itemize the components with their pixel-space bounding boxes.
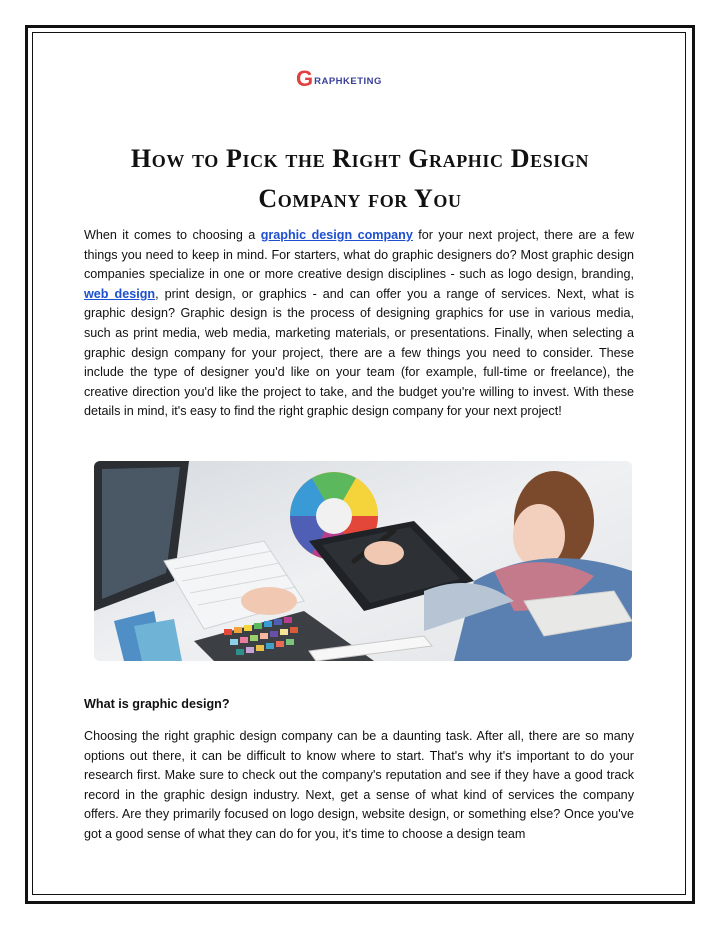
- title-line-1: How to Pick the Right Graphic Design: [130, 144, 590, 173]
- web-design-link[interactable]: web design: [84, 286, 156, 301]
- body-paragraph: Choosing the right graphic design company can be a daunting task. After all, there are so many options out there, it can be difficult to know where to start. That's why it's important to do your research first. Make sure to check out the company's reputation and see if they have a good track record in the graphic design industry. Next, get a sense of what kind of services the company offers. Are they primarily focused on logo design, website design, or something else? Once you've got a good sense of what they can do for you, it's time to choose a design team: [84, 729, 634, 841]
- intro-text-b: for your next project, there are a few things you need to keep in mind. For starters, what do graphic designers do? Most graphic design companies specialize in one or more creative design disciplines - such as logo design, branding,: [84, 228, 634, 282]
- logo-wordmark: RAPHKETING: [314, 75, 382, 87]
- intro-paragraph: [84, 226, 634, 422]
- designer-workspace-photo: [94, 461, 632, 661]
- brand-logo: [296, 68, 382, 90]
- logo-mark: G: [296, 66, 314, 91]
- intro-text-a: When it comes to choosing a: [84, 228, 261, 242]
- article-title: [70, 139, 650, 219]
- title-line-2: Company for You: [258, 184, 462, 213]
- section-heading: What is graphic design?: [84, 697, 230, 711]
- graphic-design-company-link[interactable]: graphic design company: [260, 228, 413, 242]
- intro-text-c: , print design, or graphics - and can offer you a range of services. Next, what is graphic design? Graphic design is the process of designing graphics for use in various media, such as print media, web media, marketing materials, or presentations. Finally, when selecting a graphic design company for your project, there are a few things you need to consider. These include the type of designer you'd like on your team (for example, full-time or freelance), the creative direction you'd like the project to take, and the budget you're willing to invest. With these details in mind, it's easy to find the right graphic design company for your next project!: [84, 286, 634, 419]
